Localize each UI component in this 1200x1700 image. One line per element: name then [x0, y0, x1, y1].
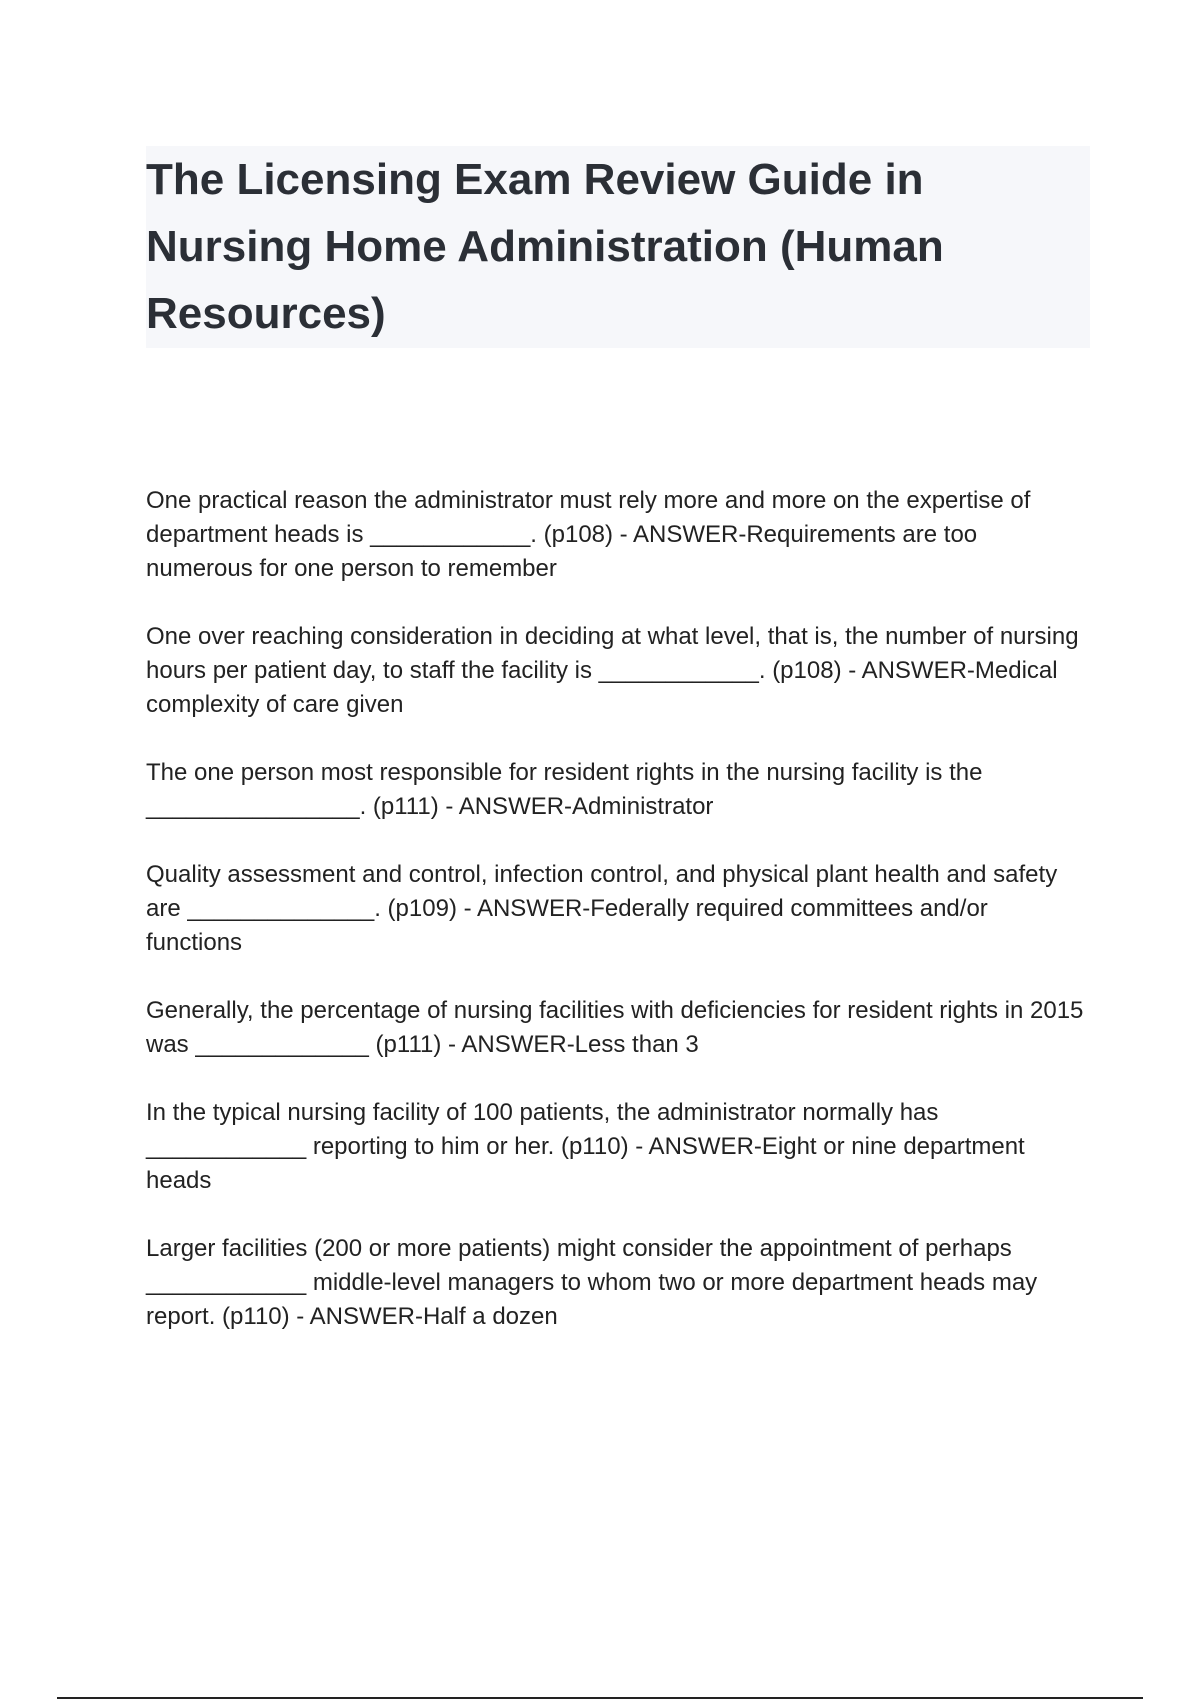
page-title: The Licensing Exam Review Guide in Nursing Home Administration (Human Resources)	[146, 155, 944, 338]
qa-list	[146, 484, 1090, 1368]
qa-item: Generally, the percentage of nursing facilities with deficiencies for resident rights in 2015 was _____________ (p111) - ANSWER-Less than 3	[146, 997, 1084, 1058]
qa-item: The one person most responsible for resident rights in the nursing facility is the ________________. (p111) - ANSWER-Administrator	[146, 759, 983, 820]
footer-divider	[57, 1697, 1143, 1699]
qa-item: Quality assessment and control, infection control, and physical plant health and safety are ______________. (p109) - ANSWER-Federally required committees and/or functions	[146, 861, 1058, 956]
qa-item: One practical reason the administrator must rely more and more on the expertise of department heads is ____________. (p108) - ANSWER-Requirements are too numerous for one person to remember	[146, 487, 1031, 582]
qa-item: One over reaching consideration in deciding at what level, that is, the number of nursing hours per patient day, to staff the facility is ____________. (p108) - ANSWER-Medical complexity of care given	[146, 623, 1079, 718]
title-box	[146, 146, 1090, 348]
qa-item: In the typical nursing facility of 100 patients, the administrator normally has ____________ reporting to him or her. (p110) - ANSWER-Eight or nine department heads	[146, 1099, 1025, 1194]
qa-item: Larger facilities (200 or more patients) might consider the appointment of perhaps ____________ middle-level managers to whom two or more department heads may report. (p110) - ANSWER-Half a dozen	[146, 1235, 1038, 1330]
